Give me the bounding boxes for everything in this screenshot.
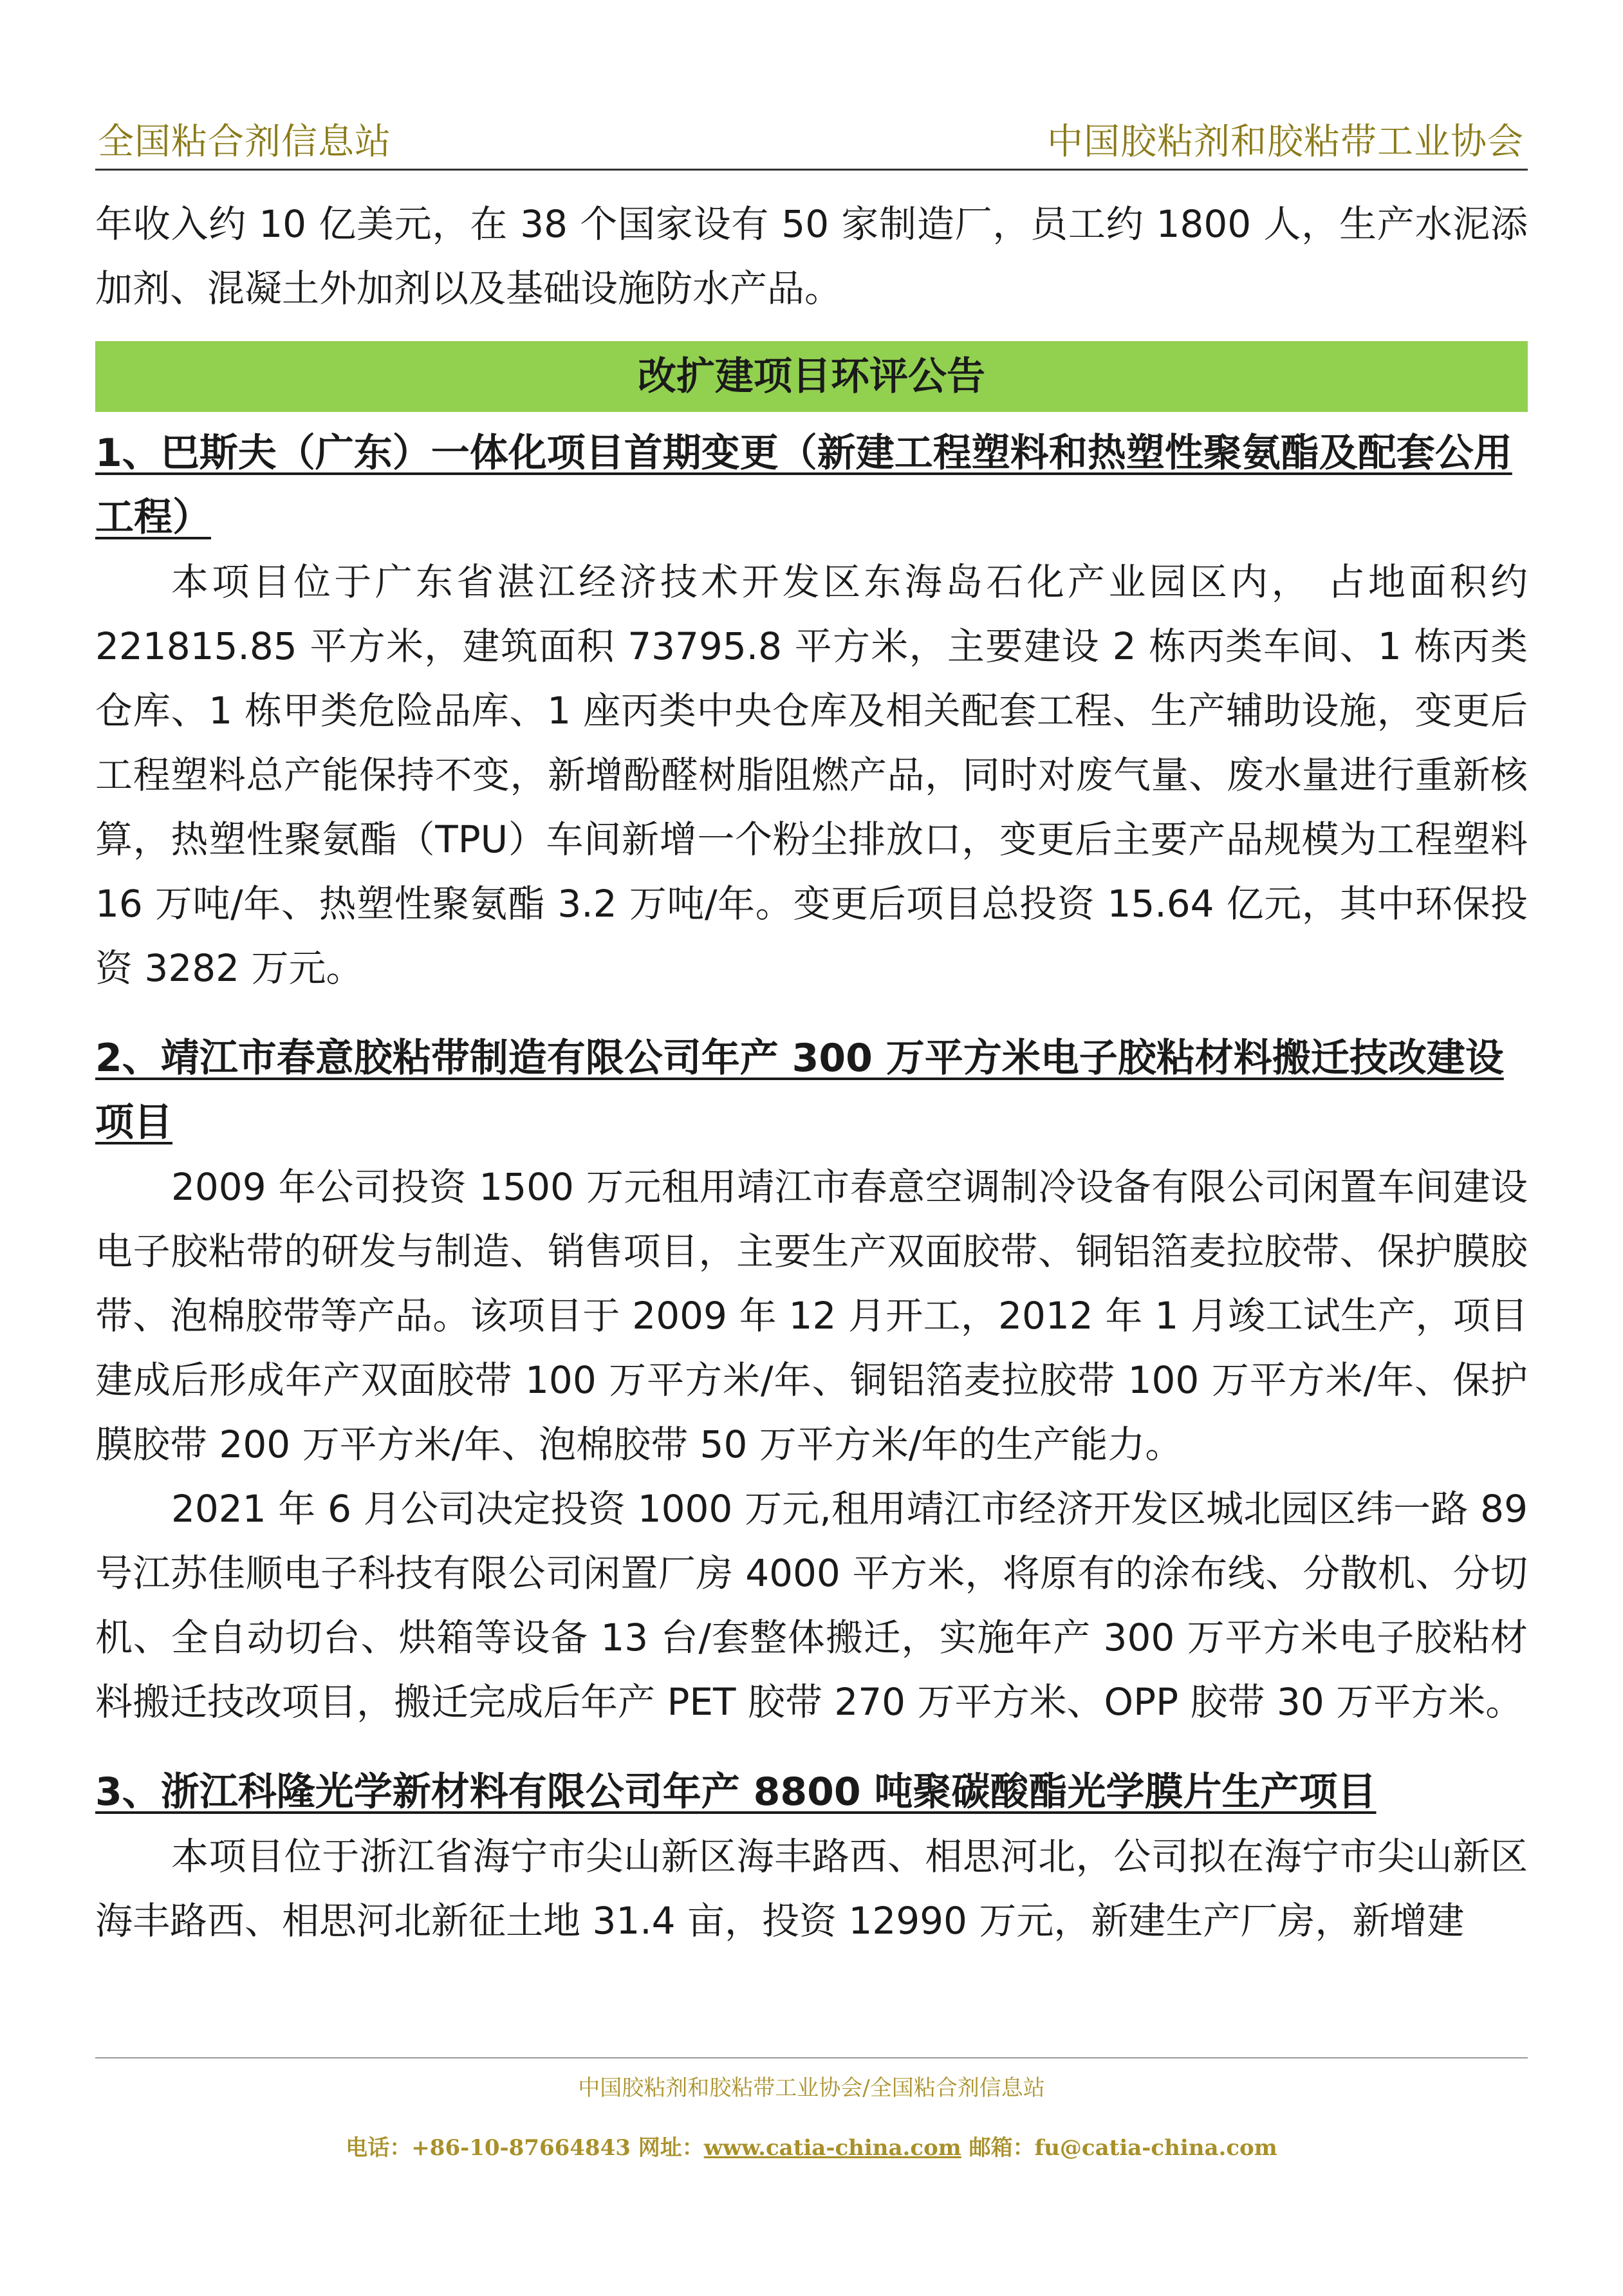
item-3-title bbox=[95, 1760, 1528, 1824]
footer-phone: 电话：+86-10-87664843 网址： bbox=[346, 2135, 704, 2161]
item-1-title bbox=[95, 421, 1528, 550]
page-footer bbox=[95, 2057, 1528, 2161]
header-association-name: 中国胶粘剂和胶粘带工业协会 bbox=[1047, 121, 1524, 163]
footer-website-link[interactable]: www.catia-china.com bbox=[703, 2135, 961, 2161]
item-1-title-text: 1、巴斯夫（广东）一体化项目首期变更（新建工程塑料和热塑性聚氨酯及配套公用工程） bbox=[95, 431, 1512, 540]
footer-organization: 中国胶粘剂和胶粘带工业协会/全国粘合剂信息站 bbox=[578, 2075, 1045, 2101]
footer-email: 邮箱：fu@catia-china.com bbox=[961, 2135, 1277, 2161]
header-site-name: 全国粘合剂信息站 bbox=[98, 121, 391, 163]
document-body bbox=[95, 192, 1528, 1953]
section-banner: 改扩建项目环评公告 bbox=[95, 341, 1528, 412]
item-3-title-text: 3、浙江科隆光学新材料有限公司年产 8800 吨聚碳酸酯光学膜片生产项目 bbox=[95, 1769, 1377, 1815]
intro-paragraph: 年收入约 10 亿美元，在 38 个国家设有 50 家制造厂，员工约 1800 人，生产水泥添加剂、混凝土外加剂以及基础设施防水产品。 bbox=[95, 202, 1528, 310]
item-2-title bbox=[95, 1026, 1528, 1155]
footer-contact bbox=[95, 2130, 1528, 2161]
item-3-paragraph-1: 本项目位于浙江省海宁市尖山新区海丰路西、相思河北，公司拟在海宁市尖山新区海丰路西、相思河北新征土地 31.4 亩，投资 12990 万元，新建生产厂房，新增建 bbox=[95, 1834, 1528, 1943]
item-2-paragraph-1: 2009 年公司投资 1500 万元租用靖江市春意空调制冷设备有限公司闲置车间建设电子胶粘带的研发与制造、销售项目，主要生产双面胶带、铜铝箔麦拉胶带、保护膜胶带、泡棉胶带等产品。该项目于 2009 年 12 月开工，2012 年 1 月竣工试生产，项目建成后形成年产双面胶带 100 万平方米/年、铜铝箔麦拉胶带 100 万平方米/年、保护膜胶带 200 万平方米/年、泡棉胶带 50 万平方米/年的生产能力。 bbox=[95, 1165, 1528, 1466]
page-header bbox=[95, 109, 1528, 171]
item-2-title-text: 2、靖江市春意胶粘带制造有限公司年产 300 万平方米电子胶粘材料搬迁技改建设项目 bbox=[95, 1036, 1504, 1145]
item-1-paragraph-1: 本项目位于广东省湛江经济技术开发区东海岛石化产业园区内， 占地面积约 221815.85 平方米，建筑面积 73795.8 平方米，主要建设 2 栋丙类车间、1 栋丙类仓库、1 栋甲类危险品库、1 座丙类中央仓库及相关配套工程、生产辅助设施，变更后工程塑料总产能保持不变，新增酚醛树脂阻燃产品，同时对废气量、废水量进行重新核算，热塑性聚氨酯（TPU）车间新增一个粉尘排放口，变更后主要产品规模为工程塑料 16 万吨/年、热塑性聚氨酯 3.2 万吨/年。变更后项目总投资 15.64 亿元，其中环保投资 3282 万元。 bbox=[95, 560, 1528, 990]
item-2-paragraph-2: 2021 年 6 月公司决定投资 1000 万元,租用靖江市经济开发区城北园区纬一路 89 号江苏佳顺电子科技有限公司闲置厂房 4000 平方米，将原有的涂布线、分散机、分切机、全自动切台、烘箱等设备 13 台/套整体搬迁，实施年产 300 万平方米电子胶粘材料搬迁技改项目，搬迁完成后年产 PET 胶带 270 万平方米、OPP 胶带 30 万平方米。 bbox=[95, 1487, 1528, 1724]
